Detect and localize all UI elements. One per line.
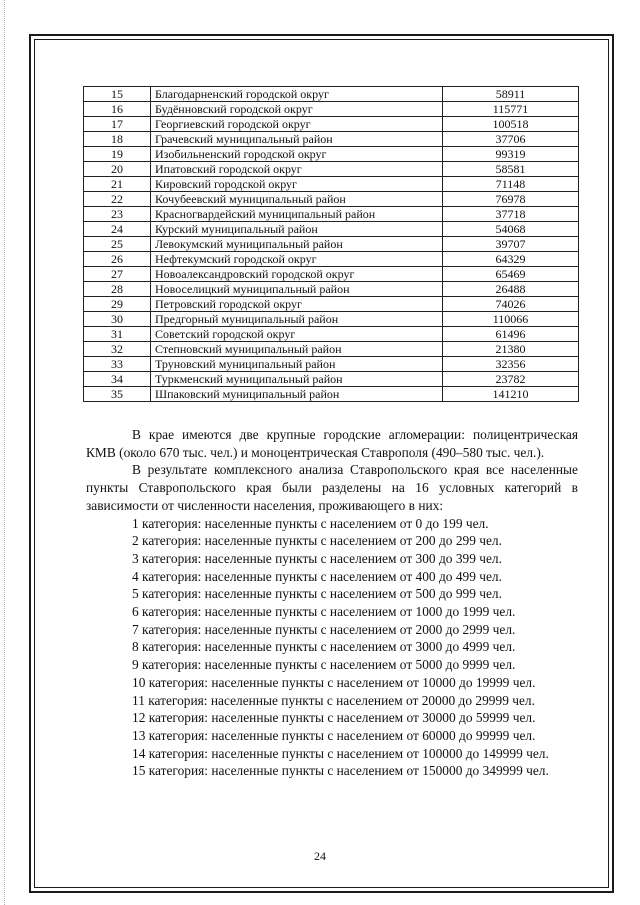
row-number: 27	[84, 267, 151, 282]
population-value: 64329	[443, 252, 579, 267]
district-name: Степновский муниципальный район	[151, 342, 443, 357]
district-name: Новоселицкий муниципальный район	[151, 282, 443, 297]
district-name: Курский муниципальный район	[151, 222, 443, 237]
table-row	[84, 177, 579, 192]
scan-margin-marks	[4, 0, 6, 905]
district-name: Шпаковский муниципальный район	[151, 387, 443, 402]
district-name: Нефтекумский городской округ	[151, 252, 443, 267]
population-value: 54068	[443, 222, 579, 237]
district-name: Кочубеевский муниципальный район	[151, 192, 443, 207]
population-value: 76978	[443, 192, 579, 207]
population-value: 74026	[443, 297, 579, 312]
population-value: 71148	[443, 177, 579, 192]
row-number: 33	[84, 357, 151, 372]
table-row	[84, 387, 579, 402]
row-number: 19	[84, 147, 151, 162]
table-row	[84, 207, 579, 222]
table-row	[84, 327, 579, 342]
row-number: 24	[84, 222, 151, 237]
table-row	[84, 132, 579, 147]
row-number: 16	[84, 102, 151, 117]
district-name: Советский городской округ	[151, 327, 443, 342]
paragraph-analysis: В результате комплексного анализа Ставропольского края все населенные пункты Ставропольского края были разделены на 16 условных категорий в зависимости от численности населения, проживающего в них:	[86, 462, 578, 513]
table-row	[84, 297, 579, 312]
district-name: Труновский муниципальный район	[151, 357, 443, 372]
population-value: 58581	[443, 162, 579, 177]
category-item-11: 11 категория: населенные пункты с населением от 20000 до 29999 чел.	[132, 692, 535, 708]
population-value: 58911	[443, 87, 579, 102]
table-row	[84, 147, 579, 162]
table-row	[84, 312, 579, 327]
table-row	[84, 222, 579, 237]
population-value: 37706	[443, 132, 579, 147]
row-number: 34	[84, 372, 151, 387]
category-item-13: 13 категория: населенные пункты с населением от 60000 до 99999 чел.	[132, 727, 536, 743]
district-name: Петровский городской округ	[151, 297, 443, 312]
district-name: Кировский городской округ	[151, 177, 443, 192]
category-item-4: 4 категория: населенные пункты с населением от 400 до 499 чел.	[132, 568, 502, 584]
population-value: 21380	[443, 342, 579, 357]
table-row	[84, 342, 579, 357]
district-name: Изобильненский городской округ	[151, 147, 443, 162]
district-name: Новоалександровский городской округ	[151, 267, 443, 282]
category-item-2: 2 категория: населенные пункты с населением от 200 до 299 чел.	[132, 533, 502, 549]
row-number: 32	[84, 342, 151, 357]
category-item-7: 7 категория: населенные пункты с населением от 2000 до 2999 чел.	[132, 621, 516, 637]
row-number: 35	[84, 387, 151, 402]
category-item-12: 12 категория: населенные пункты с населением от 30000 до 59999 чел.	[132, 710, 536, 726]
category-item-15: 15 категория: населенные пункты с населением от 150000 до 349999 чел.	[132, 763, 549, 779]
row-number: 20	[84, 162, 151, 177]
table-row	[84, 87, 579, 102]
population-value: 115771	[443, 102, 579, 117]
table-row	[84, 372, 579, 387]
population-value: 100518	[443, 117, 579, 132]
category-item-6: 6 категория: населенные пункты с населением от 1000 до 1999 чел.	[132, 604, 516, 620]
row-number: 21	[84, 177, 151, 192]
row-number: 15	[84, 87, 151, 102]
table-row	[84, 192, 579, 207]
category-item-1: 1 категория: населенные пункты с населением от 0 до 199 чел.	[132, 515, 489, 531]
row-number: 30	[84, 312, 151, 327]
category-item-9: 9 категория: населенные пункты с населением от 5000 до 9999 чел.	[132, 657, 516, 673]
population-value: 141210	[443, 387, 579, 402]
population-value: 39707	[443, 237, 579, 252]
district-name: Туркменский муниципальный район	[151, 372, 443, 387]
table-row	[84, 282, 579, 297]
population-value: 65469	[443, 267, 579, 282]
category-item-10: 10 категория: населенные пункты с населением от 10000 до 19999 чел.	[132, 674, 536, 690]
row-number: 25	[84, 237, 151, 252]
table-row	[84, 267, 579, 282]
district-name: Левокумский муниципальный район	[151, 237, 443, 252]
row-number: 22	[84, 192, 151, 207]
paragraph-agglomerations: В крае имеются две крупные городские агломерации: полицентрическая КМВ (около 670 тыс. чел.) и моноцентрическая Ставрополя (490–580 тыс. чел.).	[86, 427, 578, 460]
population-value: 61496	[443, 327, 579, 342]
district-name: Красногвардейский муниципальный район	[151, 207, 443, 222]
table-row	[84, 102, 579, 117]
table-body	[84, 87, 579, 402]
category-item-14: 14 категория: населенные пункты с населением от 100000 до 149999 чел.	[132, 745, 549, 761]
table-row	[84, 357, 579, 372]
row-number: 29	[84, 297, 151, 312]
district-name: Предгорный муниципальный район	[151, 312, 443, 327]
district-name: Грачевский муниципальный район	[151, 132, 443, 147]
population-value: 37718	[443, 207, 579, 222]
district-name: Благодарненский городской округ	[151, 87, 443, 102]
category-list	[86, 515, 578, 745]
page-number: 24	[314, 849, 326, 863]
row-number: 23	[84, 207, 151, 222]
category-item-3: 3 категория: населенные пункты с населением от 300 до 399 чел.	[132, 550, 502, 566]
table-row	[84, 162, 579, 177]
population-value: 110066	[443, 312, 579, 327]
districts-population-table	[83, 86, 579, 402]
category-item-8: 8 категория: населенные пункты с населением от 3000 до 4999 чел.	[132, 639, 516, 655]
district-name: Ипатовский городской округ	[151, 162, 443, 177]
row-number: 17	[84, 117, 151, 132]
district-name: Георгиевский городской округ	[151, 117, 443, 132]
population-value: 26488	[443, 282, 579, 297]
row-number: 26	[84, 252, 151, 267]
population-value: 23782	[443, 372, 579, 387]
body-text	[86, 426, 578, 780]
row-number: 18	[84, 132, 151, 147]
row-number: 28	[84, 282, 151, 297]
population-value: 99319	[443, 147, 579, 162]
row-number: 31	[84, 327, 151, 342]
population-value: 32356	[443, 357, 579, 372]
table-row	[84, 117, 579, 132]
district-name: Будённовский городской округ	[151, 102, 443, 117]
table-row	[84, 237, 579, 252]
category-item-5: 5 категория: населенные пункты с населением от 500 до 999 чел.	[132, 586, 502, 602]
table-row	[84, 252, 579, 267]
